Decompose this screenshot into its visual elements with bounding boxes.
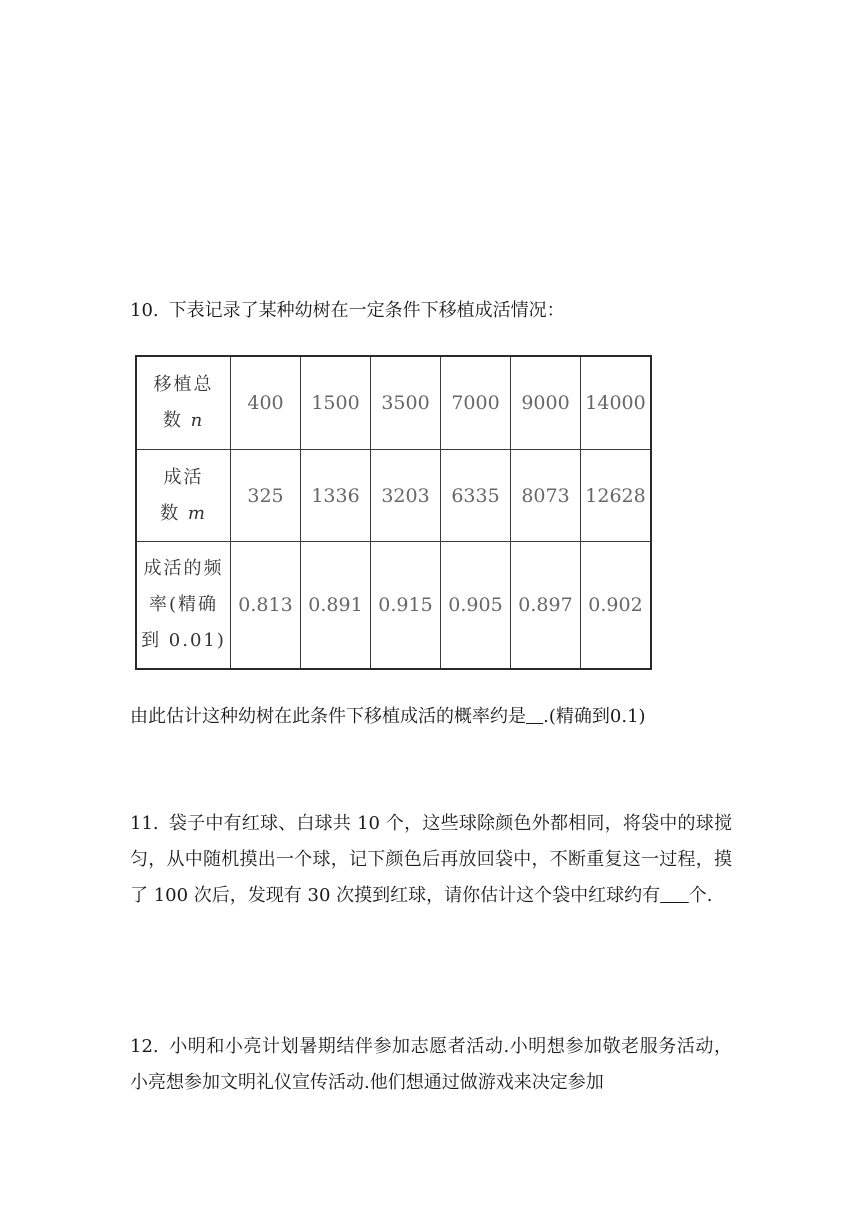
- table-cell: 0.891: [301, 542, 371, 670]
- table-row-total: [136, 356, 651, 450]
- question-11-text-end: 个.: [688, 885, 713, 906]
- row-header-total-line2: [137, 403, 230, 439]
- table-cell: 325: [231, 450, 301, 542]
- question-12-number: 12.: [130, 1036, 159, 1057]
- question-11-text: 袋子中有红球、白球共 10 个，这些球除颜色外都相同，将袋中的球搅匀，从中随机摸出一个球，记下颜色后再放回袋中，不断重复这一过程，摸了 100 次后，发现有 30 次摸到红球，请你估计这个袋中红球约有: [130, 813, 732, 906]
- table-cell: 1336: [301, 450, 371, 542]
- table-cell: 400: [231, 356, 301, 450]
- question-11-number: 11.: [130, 813, 159, 834]
- row-header-frequency-line1: 成活的频: [143, 558, 224, 579]
- row-header-frequency-line2: 率(精确: [148, 594, 219, 615]
- answer-blank[interactable]: [660, 885, 689, 906]
- row-header-survived: [136, 450, 231, 542]
- table-row-survived: [136, 450, 651, 542]
- table-cell: 9000: [511, 356, 581, 450]
- variable-m: m: [187, 502, 207, 524]
- question-11: [130, 806, 732, 914]
- row-header-frequency-line3: 到 0.01): [141, 630, 226, 651]
- row-header-total-sub: 数: [162, 410, 183, 431]
- table-cell: 0.897: [511, 542, 581, 670]
- table-cell: 12628: [581, 450, 652, 542]
- answer-blank[interactable]: [526, 706, 543, 727]
- question-10-conclusion: [130, 699, 732, 735]
- question-10-conclusion-text: 由此估计这种幼树在此条件下移植成活的概率约是: [130, 706, 526, 727]
- question-10-stem: [130, 293, 732, 329]
- question-10-text: 下表记录了某种幼树在一定条件下移植成活情况：: [168, 300, 565, 321]
- row-header-survived-line1: 成活: [163, 466, 204, 488]
- table-row-frequency: [136, 542, 651, 670]
- table-cell: 14000: [581, 356, 652, 450]
- table-cell: 6335: [441, 450, 511, 542]
- row-header-total-line1: 移植总: [153, 374, 214, 395]
- question-10-precision-note: .(精确到0.1): [543, 706, 646, 727]
- row-header-survived-line2: [137, 496, 230, 532]
- question-12-text: 小明和小亮计划暑期结伴参加志愿者活动.小明想参加敬老服务活动，小亮想参加文明礼仪宣传活动.他们想通过做游戏来决定参加: [130, 1036, 732, 1093]
- table-cell: 0.813: [231, 542, 301, 670]
- table-cell: 0.905: [441, 542, 511, 670]
- table-cell: 8073: [511, 450, 581, 542]
- row-header-total: [136, 356, 231, 450]
- row-header-survived-sub: 数: [160, 502, 181, 524]
- question-12: [130, 1029, 732, 1101]
- table-cell: 1500: [301, 356, 371, 450]
- row-header-frequency: [136, 542, 231, 670]
- table-cell: 3203: [371, 450, 441, 542]
- table-cell: 7000: [441, 356, 511, 450]
- table-cell: 3500: [371, 356, 441, 450]
- transplant-data-table: [135, 355, 652, 670]
- table-cell: 0.902: [581, 542, 652, 670]
- variable-n: n: [190, 410, 205, 431]
- question-10-number: 10.: [130, 300, 159, 321]
- table-cell: 0.915: [371, 542, 441, 670]
